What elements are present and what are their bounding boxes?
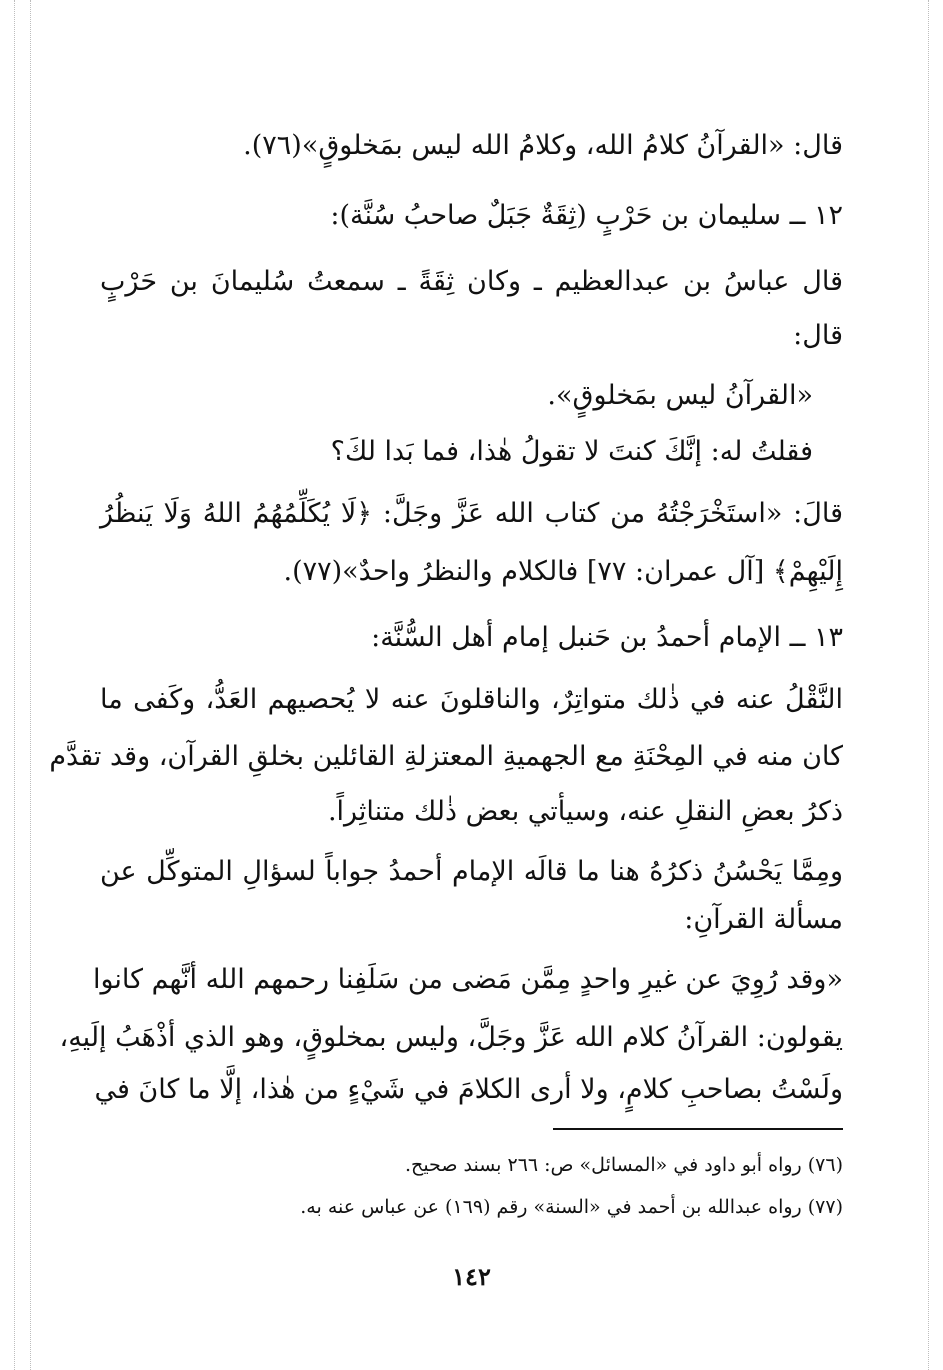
paragraph-line: كان منه في المِحْنَةِ مع الجهميةِ المعتزلةِ القائلين بخلقِ القرآن، وقد تقدَّم [49, 741, 843, 772]
footnote-divider [553, 1128, 843, 1130]
quote-line: ولَسْتُ بصاحبِ كلامٍ، ولا أرى الكلامَ في شَيْءٍ من هٰذا، إلَّا ما كانَ في [94, 1074, 843, 1105]
section-heading: ١٣ ــ الإمام أحمدُ بن حَنبل إمام أهل السُّنَّة: [371, 622, 843, 653]
text-line: قال: «القرآنُ كلامُ الله، وكلامُ الله ليس بمَخلوقٍ»(٧٦). [243, 130, 843, 161]
quote-line: «وقد رُوِيَ عن غيرِ واحدٍ مِمَّن مَضى من سَلَفِنا رحمهم الله أنَّهم كانوا [92, 964, 843, 995]
quote-line: «القرآنُ ليس بمَخلوقٍ». [547, 380, 813, 411]
page-number: ١٤٢ [452, 1262, 491, 1291]
scan-guide-line [928, 0, 929, 1370]
section-heading: ١٢ ــ سليمان بن حَرْبٍ (ثِقَةٌ جَبَلٌ صاحبُ سُنَّة): [330, 200, 843, 231]
text-line: إِلَيْهِمْ﴾ [آل عمران: ٧٧] فالكلام والنظرُ واحدٌ»(٧٧). [283, 556, 843, 587]
scan-guide-line [14, 0, 15, 1370]
text-line: فقلتُ له: إنَّكَ كنتَ لا تقولُ هٰذا، فما بَدا لكَ؟ [330, 436, 813, 467]
quote-line: يقولون: القرآنُ كلام الله عَزَّ وجَلَّ، وليس بمخلوقٍ، وهو الذي أذْهَبُ إلَيهِ، [59, 1022, 843, 1053]
text-line: قال: [793, 320, 843, 351]
footnote-76: (٧٦) رواه أبو داود في «المسائل» ص: ٢٦٦ بسند صحيح. [405, 1154, 843, 1176]
text-line: قالَ: «استَخْرَجْتُهُ من كتاب الله عَزَّ وجَلَّ: ﴿لَا يُكَلِّمُهُمُ اللهُ وَلَا يَنظُرُ [100, 498, 843, 529]
text-line: قال عباسُ بن عبدالعظيم ـ وكان ثِقَةً ـ سمعتُ سُليمانَ بن حَرْبٍ [100, 266, 843, 297]
paragraph-line: النَّقْلُ عنه في ذٰلك متواتِرٌ، والناقلونَ عنه لا يُحصيهم العَدُّ، وكَفى ما [100, 684, 843, 715]
scan-guide-line [30, 0, 31, 1370]
paragraph-line: مسألة القرآنِ: [684, 904, 843, 935]
paragraph-line: ومِمَّا يَحْسُنُ ذكرُهُ هنا ما قالَه الإمام أحمدُ جواباً لسؤالِ المتوكِّل عن [100, 856, 843, 887]
footnote-77: (٧٧) رواه عبدالله بن أحمد في «السنة» رقم (١٦٩) عن عباس عنه به. [300, 1196, 843, 1218]
paragraph-line: ذكرُ بعضِ النقلِ عنه، وسيأتي بعض ذٰلك متناثِراً. [327, 796, 843, 827]
